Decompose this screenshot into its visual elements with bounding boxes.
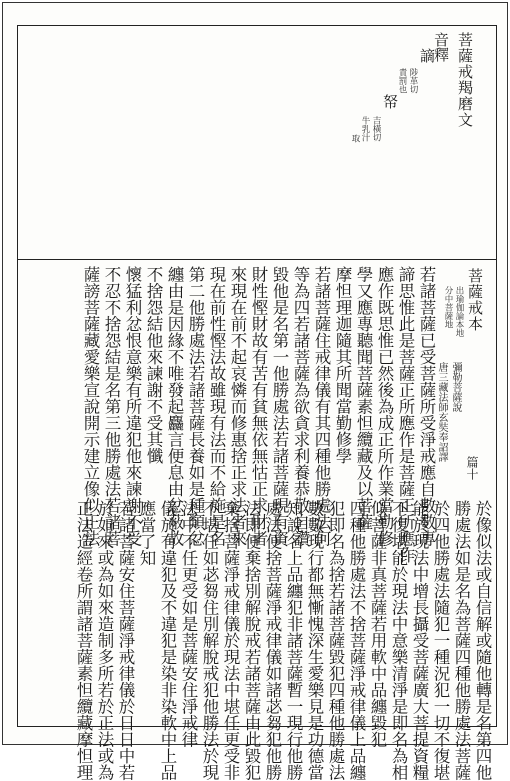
text-column: 不忍不捨怨結是名第三他勝處法若諸菩 — [102, 266, 121, 547]
text-column: 於如來或為如來造制多所若於正法或為 — [95, 500, 114, 781]
middle-title-note-a: 出瑜伽論本地 — [454, 286, 464, 337]
text-column: 法中不任更受如是菩薩安住淨戒律 — [179, 500, 198, 748]
text-column: 諦思惟此是菩薩正所應作是菩薩正所應作 — [396, 266, 415, 563]
gloss-2-meaning: 牛乳汁 — [360, 116, 370, 142]
text-column: 不堪任如苾芻住別解脫戒犯他勝法於現 — [200, 500, 219, 781]
scripture-page — [2, 2, 508, 781]
text-column: 學又應專聽聞菩薩素怛纜藏及以菩薩 — [354, 266, 373, 530]
text-column: 於四他勝處法隨犯一種況犯一切不復堪 — [431, 500, 450, 781]
upper-title: 菩薩戒羯磨文 — [456, 32, 474, 128]
lower-section — [18, 496, 498, 781]
text-column: 若諸菩薩已受菩薩所受淨戒應自數數專 — [417, 266, 436, 547]
volume-number: 篇十 — [465, 456, 479, 480]
author-line: 彌勒菩薩說 — [450, 362, 461, 412]
gloss-1-head: 謫 — [418, 48, 436, 63]
text-column: 毀他是名第一他勝處法若諸菩薩現有資 — [270, 266, 289, 547]
text-column: 四種他勝處法不捨菩薩淨戒律儀上品纏 — [347, 500, 366, 781]
text-column: 犯即名為捨若諸菩薩毀犯四種他勝處法 — [326, 500, 345, 781]
text-column: 儀於有違犯及不違犯是染非染軟中上品 — [158, 500, 177, 781]
gloss-1-meaning: 責罰也 — [397, 68, 407, 94]
gloss-2-head: 帑 — [381, 94, 399, 109]
middle-title: 菩薩戒本 — [466, 268, 484, 332]
text-column: 勝處法如是名為菩薩四種他勝處法菩薩 — [452, 500, 471, 781]
text-column: 纏由是因緣不唯發起麤言便息由忿蔽故 — [165, 266, 184, 547]
text-column: 不復堪能於現法中意樂清淨是即名為相 — [389, 500, 408, 781]
text-column: 現在前性慳法故雖現有法而不給施是名 — [207, 266, 226, 547]
text-column: 於像似法或自信解或隨他轉是名第四他 — [473, 500, 492, 781]
gloss-2-extra: 取 — [350, 134, 360, 143]
text-column: 正法造經卷所謂諸菩薩素怛纜藏摩怛理 — [74, 500, 93, 781]
translator-line: 唐三藏法師玄奘奉詔譯 — [436, 362, 447, 462]
text-column: 法即便棄捨別解脫戒若諸菩薩由此毀犯 — [242, 500, 261, 781]
text-column: 應當了知 — [137, 500, 156, 566]
text-column: 知說名上品纏犯非諸菩薩暫一現行他勝 — [284, 500, 303, 781]
text-column: 棄捨菩薩淨戒律儀於現法中堪任更受非 — [221, 500, 240, 781]
text-column: 能於現法中增長攝受菩薩廣大菩提資糧 — [410, 500, 429, 781]
page-frame — [17, 25, 497, 781]
middle-title-note-b: 分中菩薩地 — [443, 286, 453, 329]
text-column: 不捨怨結他來諫謝不受其懺 — [144, 266, 163, 464]
section-divider — [18, 259, 496, 260]
text-column: 懷猛利忿恨意樂有所違犯他來諫謝不受 — [123, 266, 142, 547]
text-column: 處法便捨菩薩淨戒律儀如諸苾芻犯他勝 — [263, 500, 282, 781]
text-column: 摩怛理迦隨其所聞當勤修學 — [333, 266, 352, 464]
gloss-2-reading: 吉橫切 — [371, 116, 381, 142]
text-column: 來現在前不起哀憐而修惠捨正求法者來 — [228, 266, 247, 547]
text-column: 似菩薩非真菩薩若用軟中品纏毀犯 — [368, 500, 387, 748]
text-column: 第二他勝處法若諸菩薩長養如是種類忿 — [186, 266, 205, 547]
gloss-1-reading: 陟革切 — [408, 68, 418, 94]
upper-section — [18, 26, 498, 259]
text-column: 等為四若諸菩薩為欲貪求利養恭敬自讚 — [291, 266, 310, 547]
text-column: 財性慳財故有苦有貧無依無怙正求財者 — [249, 266, 268, 547]
text-column: 薩謗菩薩藏愛樂宣說開示建立像似正法 — [81, 266, 100, 547]
text-column: 應作既思惟已然後為成正所作業當勤修 — [375, 266, 394, 547]
text-column: 若諸菩薩安住菩薩淨戒律儀於日日中若 — [116, 500, 135, 781]
text-column: 數數現行都無慚愧深生愛樂見是功德當 — [305, 500, 324, 781]
text-column: 若諸菩薩住戒律儀有其四種他勝處法何 — [312, 266, 331, 547]
yinshi-heading: 音釋 — [432, 32, 450, 62]
